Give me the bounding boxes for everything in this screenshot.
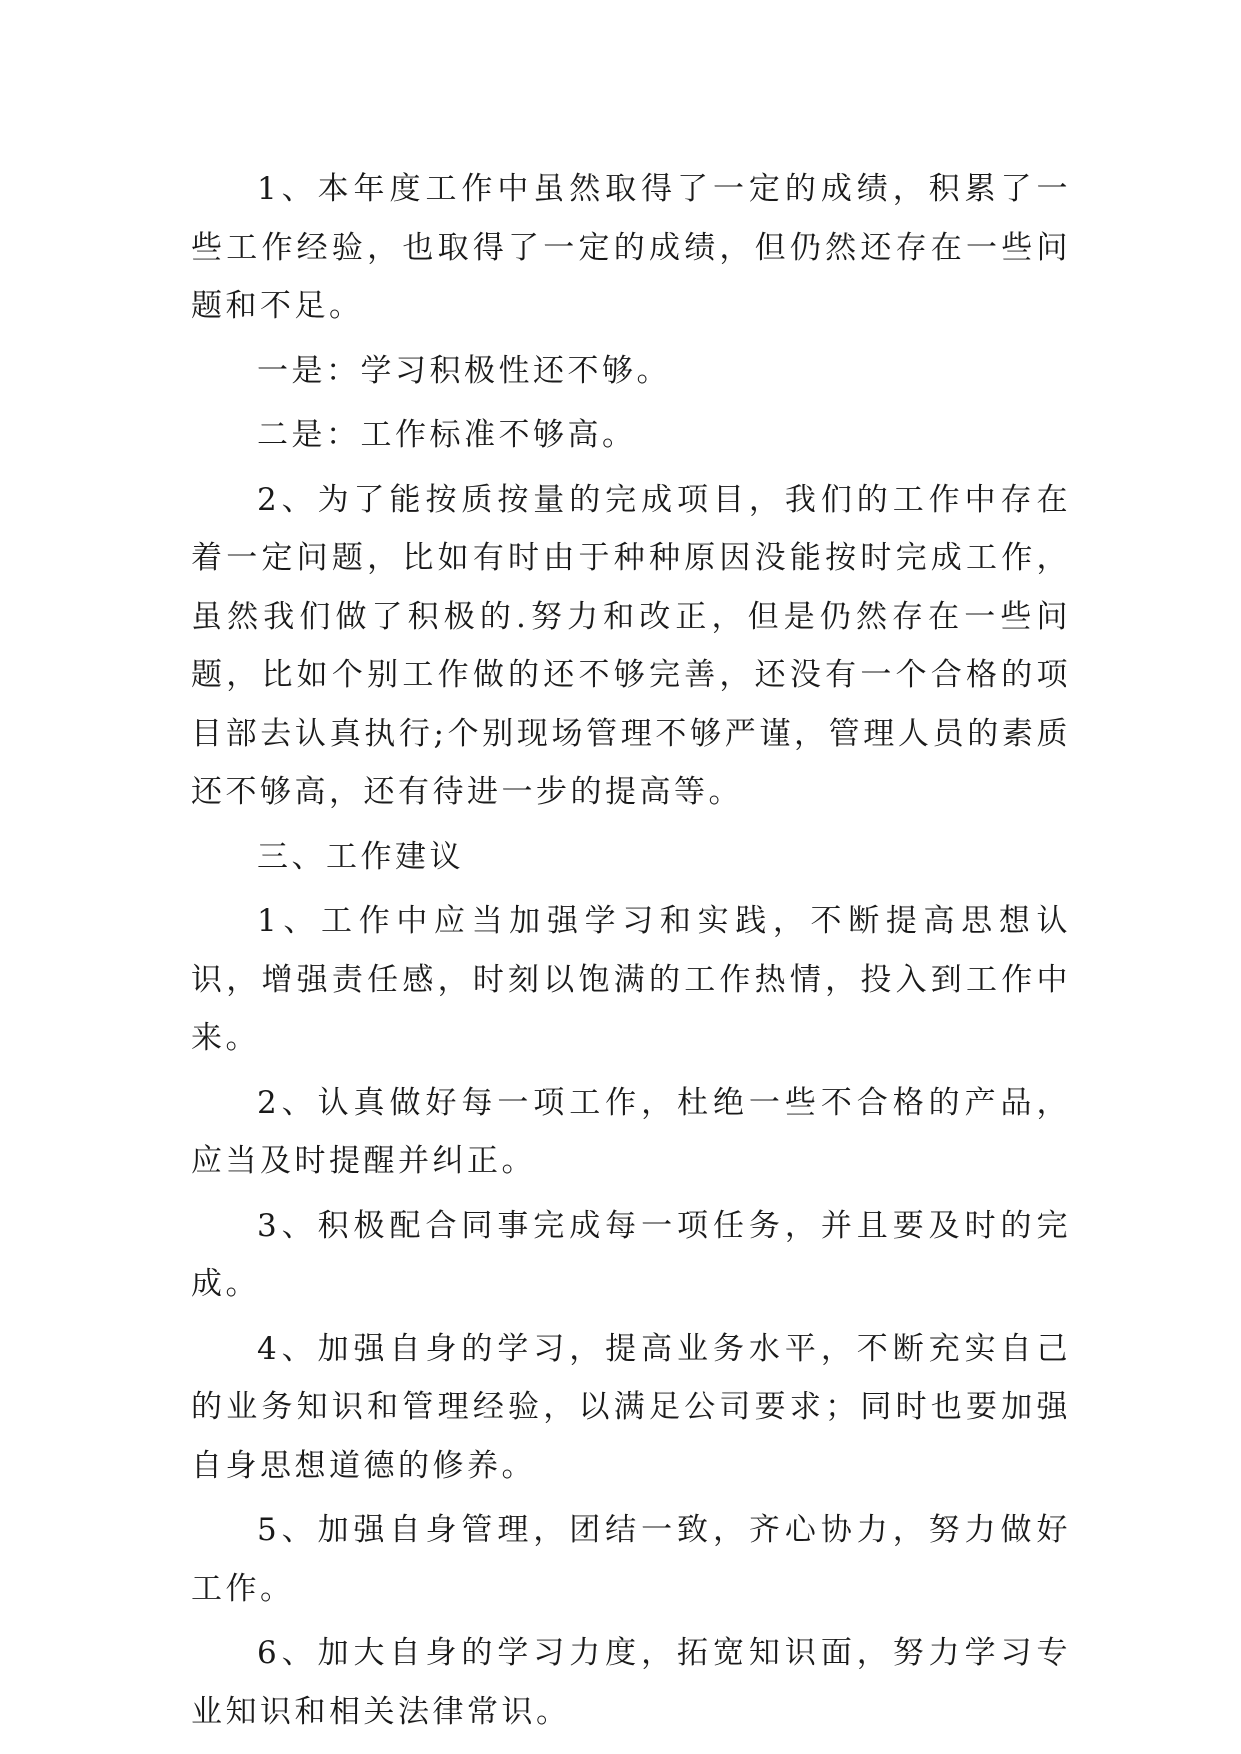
document-body	[191, 160, 1071, 1747]
paragraph-suggestion-1: 1、工作中应当加强学习和实践，不断提高思想认识，增强责任感，时刻以饱满的工作热情，投入到工作中来。	[191, 903, 1071, 1056]
paragraph-suggestion-4: 4、加强自身的学习，提高业务水平，不断充实自己的业务知识和管理经验，以满足公司要求；同时也要加强自身思想道德的修养。	[191, 1330, 1071, 1484]
section-heading-work-suggestions: 三、工作建议	[257, 838, 464, 875]
paragraph-suggestion-5: 5、加强自身管理，团结一致，齐心协力，努力做好工作。	[191, 1512, 1071, 1607]
paragraph-suggestion-2: 2、认真做好每一项工作，杜绝一些不合格的产品，应当及时提醒并纠正。	[191, 1084, 1071, 1179]
paragraph-problem-1: 1、本年度工作中虽然取得了一定的成绩，积累了一些工作经验，也取得了一定的成绩，但仍然还存在一些问题和不足。	[191, 171, 1071, 324]
paragraph-point-1: 一是：学习积极性还不够。	[257, 352, 671, 389]
paragraph-suggestion-3: 3、积极配合同事完成每一项任务，并且要及时的完成。	[191, 1207, 1071, 1302]
paragraph-suggestion-6: 6、加大自身的学习力度，拓宽知识面，努力学习专业知识和相关法律常识。	[191, 1635, 1071, 1730]
paragraph-problem-2: 2、为了能按质按量的完成项目，我们的工作中存在着一定问题，比如有时由于种种原因没能按时完成工作，虽然我们做了积极的.努力和改正，但是仍然存在一些问题，比如个别工作做的还不够完善，还没有一个合格的项目部去认真执行;个别现场管理不够严谨，管理人员的素质还不够高，还有待进一步的提高等。	[191, 481, 1071, 810]
paragraph-point-2: 二是：工作标准不够高。	[257, 417, 637, 453]
